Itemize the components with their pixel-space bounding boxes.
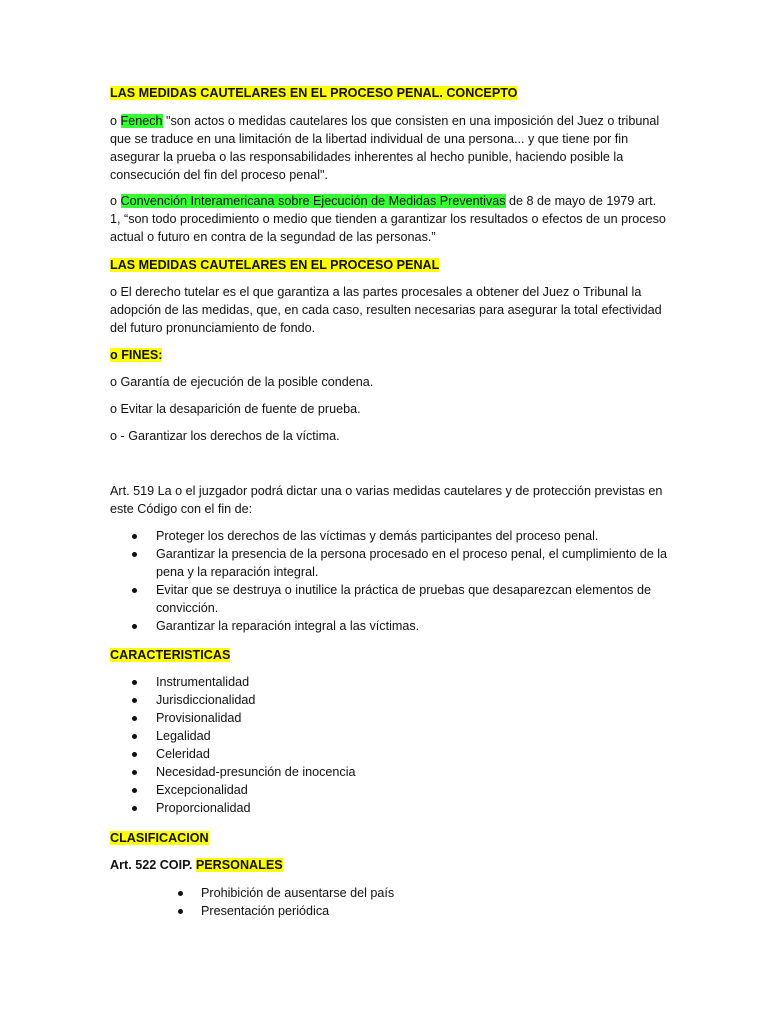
caracteristicas-list: [110, 673, 670, 817]
fines-item: o - Garantizar los derechos de la víctima.: [110, 429, 340, 443]
heading-clasificacion: CLASIFICACION: [110, 831, 209, 845]
list-item: Prohibición de ausentarse del país: [110, 884, 670, 902]
list-item: Proporcionalidad: [110, 799, 670, 817]
personales-label: PERSONALES: [195, 858, 283, 872]
derecho-tutelar-paragraph: o El derecho tutelar es el que garantiza a las partes procesales a obtener del Juez o Tribunal la adopción de las medidas, que, en cada caso, resulten necesarias para asegurar la total efectividad del futuro pronunciamiento de fondo.: [110, 285, 662, 335]
list-item: Necesidad-presunción de inocencia: [110, 763, 670, 781]
list-item: Celeridad: [110, 745, 670, 763]
convencion-paragraph: o Convención Interamericana sobre Ejecución de Medidas Preventivas de 8 de mayo de 1979 art. 1, “son todo procedimiento o medio que tienden a garantizar los resultados o efectos de un proceso actual o futuro en contra de la segundad de las personas.”: [110, 194, 666, 244]
list-item: Instrumentalidad: [110, 673, 670, 691]
art519-paragraph: Art. 519 La o el juzgador podrá dictar una o varias medidas cautelares y de protección previstas en este Código con el fin de:: [110, 484, 663, 516]
heading-concepto: LAS MEDIDAS CAUTELARES EN EL PROCESO PENAL. CONCEPTO: [110, 86, 518, 100]
list-item: Presentación periódica: [110, 902, 670, 920]
fines-item: o Garantía de ejecución de la posible condena.: [110, 375, 374, 389]
heading-proceso-penal: LAS MEDIDAS CAUTELARES EN EL PROCESO PENAL: [110, 258, 440, 272]
fenech-paragraph: o Fenech "son actos o medidas cautelares los que consisten en una imposición del Juez o tribunal que se traduce en una limitación de la libertad individual de una persona... y que tiene por fin asegurar la prueba o las responsabilidades inherentes al hecho punible, haciendo posible la consecución del fin del proceso penal".: [110, 114, 660, 182]
list-item: Garantizar la presencia de la persona procesado en el proceso penal, el cumplimiento de la pena y la reparación integral.: [110, 545, 670, 581]
fines-item: o Evitar la desaparición de fuente de prueba.: [110, 402, 361, 416]
heading-caracteristicas: CARACTERISTICAS: [110, 648, 231, 662]
list-item: Proteger los derechos de las víctimas y demás participantes del proceso penal.: [110, 527, 670, 545]
list-item: Evitar que se destruya o inutilice la práctica de pruebas que desaparezcan elementos de convicción.: [110, 581, 670, 617]
art519-list: [110, 527, 670, 635]
heading-fines: o FINES:: [110, 348, 163, 362]
list-item: Legalidad: [110, 727, 670, 745]
list-item: Jurisdiccionalidad: [110, 691, 670, 709]
personales-list: [110, 884, 670, 920]
list-item: Provisionalidad: [110, 709, 670, 727]
fenech-name: Fenech: [120, 114, 163, 128]
convencion-name: Convención Interamericana sobre Ejecución de Medidas Preventivas: [120, 194, 506, 208]
list-item: Garantizar la reparación integral a las víctimas.: [110, 617, 670, 635]
list-item: Excepcionalidad: [110, 781, 670, 799]
art522-line: Art. 522 COIP. PERSONALES: [110, 858, 283, 872]
